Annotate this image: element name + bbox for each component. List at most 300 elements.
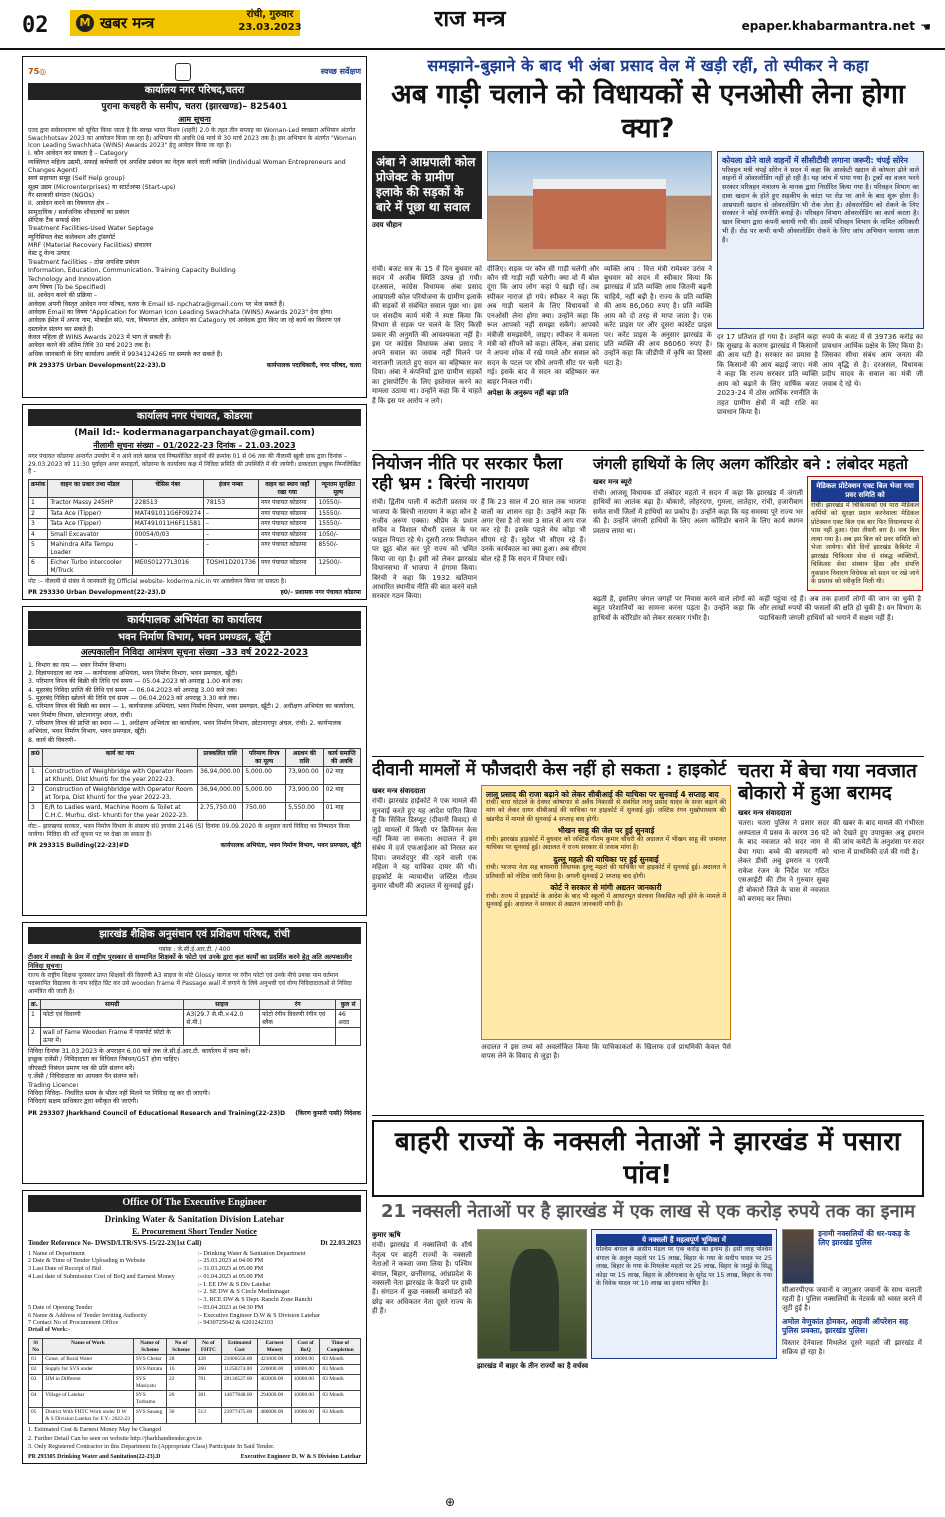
story-niyojan-body2: हैं कि 23 साल में 20 साल तक भाजपा वालों का शासन रहा है। उन्होंने कहा कि अगर ऐसा है तो सवा 3 साल से आप राज कर रहे हैं। इसके पहले मेघ कोड़ा भी सीएम रहे हैं। सुदेश भी सीएम रहे हैं। उनके कार्यकाल का क्या हुआ। अब सीएम बोल रहे हैं कि सदन में विचार रखें। [481,498,586,563]
table-header-cell: अग्रधन की राशि [286,749,324,767]
table-cell: Construction of Weighbridge with Operator Room at Torpa, Dist khunti for the year 2022-23. [42,785,197,803]
table-header-cell: कार्य समाप्ति की अवधि [323,749,360,767]
table-cell: 10000.00 [291,1407,320,1424]
story-amba-col5: रुपये के बजट में से 39736 करोड़ का प्रावधान आर्थिक प्रक्षेत्र के लिए किया है। जिसका सीधा संबंध आम जनता की आय वृद्धि से है। दरअसल, विधायक प्रदीप यादव के सवाल का मंत्री जी जवाब दे रहे थे। [822,332,923,388]
table-header-cell: No of FHTC [195,1338,221,1355]
story-naxal [372,1115,924,1415]
table-cell: 701 [195,1374,221,1391]
notice-koderma-heading: नीलामी सूचना संख्या – 01/2022-23 दिनांक – 21.03.2023 [93,440,296,450]
khunti-lines-item: 1. विभाग का नाम — भवन निर्माण विभाग। [28,661,127,669]
table-cell: Eicher Turbo intercooler M/Truck [48,558,132,576]
dwsd-field-value: :- 03.04.2023 at 04:30 PM [198,1303,264,1311]
dwsd-field-value: :- 25.03.2023 at 04.00 PM [198,1257,264,1265]
chatra-items-item: Information, Education, Communication, Training Capacity Building [28,267,236,275]
story-elephant-headline: जंगली हाथियों के लिए अलग कॉरिडोर बने : लंबोदर महतो [593,455,908,473]
table-row [29,529,361,540]
story-chatra-body2: की खबर के बाद मामले की गंभीरता को देखते हुए उपायुक्त अबु इमरान की जांच कमेटी के अनुशंसा पर सदर थाना में प्राथमिकी दर्ज की गयी है। [833,819,924,856]
table-cell: 750.00 [243,803,286,821]
table-cell: 23977475.00 [221,1407,257,1424]
table-cell: 01 माह [323,803,360,821]
table-cell: 260 [195,1365,221,1375]
table-row [29,1355,361,1365]
dwsd-field-label: 7 Contact No of Procurement Office [28,1319,119,1327]
table-cell: Tractor Massy 245HP [48,498,132,509]
story-amba [372,56,924,446]
table-header-cell: No of Scheme [167,1338,196,1355]
notice-chatra-address: पुराना कचहरी के समीप, चतरा (झारखण्ड)– 825401 [101,101,288,112]
notice-khunti-title: कार्यपालक अभियंता का कार्यालय [28,611,361,629]
dwsd-field-value: :- 01.04.2023 at 05.00 PM [198,1272,264,1280]
court-side-head4: कोर्ट ने सरकार से मांगी अद्यतन जानकारी [550,883,662,893]
table-cell: 294000.00 [258,1391,291,1408]
table-header-cell: चेसिस नंबर [132,480,203,498]
table-header-cell: कुल सं [336,999,361,1010]
notice-chatra-signature: कार्यपालक पदाधिकारी, नगर परिषद, चतरा [266,362,361,370]
chatra-items-item: Treatment Facilities-Used Water Septage [28,225,154,233]
notice-koderma-mail: (Mail Id:- kodermanagarpanchayat@gmail.com) [74,427,315,438]
story-court [372,761,732,1111]
jcert-terms-item: इच्छुक एजेंसी / निविदादाता का विधिवत निबंधन/GST होना चाहिए। [28,1056,180,1064]
story-naxal-byline: कुमार ऋषि [372,1230,401,1239]
notice-jcert-headline: टीआर में लकड़ी के फ्रेम में राष्ट्रीय पुरस्कार से सम्मानित शिक्षकों के फोटो एवं उनके द्वारा कृत कार्यों का प्रदर्शित करने हेतु अति अल्पकालीन निविदा सूचना। [28,953,352,970]
dwsd-field-label: 2 Date & Time of Tender Uploading in Website [28,1257,146,1265]
chatra-items-item: III. आवेदन करने की प्रक्रिया – [28,292,97,300]
dwsd-field-label: 6 Name & Address of Tender Inviting Authority [28,1311,147,1319]
story-amba-col1: रांची। बजट सत्र के 15 वें दिन बुधवार को सदन में अजीब स्थिति उत्पन्न हो गयी। दरअसल, कांग्रेस विधायक अंबा प्रसाद आम्रपाली कोल परियोजना के ग्रामीण इलाके की सड़कों से संबंधित सवाल पूछा था। इस पर संसदीय कार्य मंत्री ने स्पष्ट किया कि विभाग से सड़क पर चलने के लिए किसी प्रकार की अनुमति की आवश्यकता नहीं है। इस पर कांग्रेस विधायक अंबा प्रसाद ने अपने सवाल का जवाब नहीं मिलने पर नाराजगी जताते हुए सदन का बहिष्कार कर दिया। अंबा ने कंपनियों द्वारा ग्रामीण सड़कों का ट्रांसपोर्टिंग के लिए इस्तेमाल करने का मामला उठाया था। उन्होंने कहा कि वे चाहते हैं कि इस पर आरोप न लगे। [372,264,482,405]
table-header-cell: रंग [260,999,336,1010]
left-column-notices [22,56,367,1470]
notice-chatra-heading: आम सूचना [178,114,211,124]
notice-dwsd-ref: PR 293305 Drinking Water and Sanitation(22-23).D [28,1454,161,1461]
table-header-cell: Earnest Money [258,1338,291,1355]
table-cell: 03 Month [320,1391,361,1408]
dwsd-field-row [28,1319,361,1327]
notice-dwsd [22,1190,367,1464]
table-cell: – [204,508,259,519]
notice-dwsd-fields [28,1250,361,1328]
dwsd-field-value: :- Drinking Water & Sanitation Department [198,1249,306,1257]
table-row [29,785,361,803]
table-header-cell: क्रमांक [29,480,48,498]
table-cell: 01 [29,1355,43,1365]
pointer-icon: ☚ [920,20,931,34]
story-amba-byline: उदय चौहान [372,220,402,229]
court-side-body4: रांची। राज्य में हाइकोर्ट के आदेश के बाद भी स्कूलों में आधारभूत संरचना विकसित नहीं होने के मामले में सुनवाई हुई। अदालत ने सरकार से अद्यतन जानकारी मांगी है। [486,892,726,909]
table-header-cell: वाहन का स्थान जहाँ रखा गया [258,480,316,498]
table-cell: MAT491011G6F09274 [132,508,203,519]
medical-box-body: रांची। झारखंड में चिकित्सकों एवं पारा मेडिकल कर्मियों को सुरक्षा प्रदान करनेवाला मेडिकल प्रोटेक्शन एक्ट बिल एक बार फिर विधानसभा से पास नहीं हुआ। ऐसा तीसरी बार है। जब बिल लाया गया है। अब इस बिल को प्रवर समिति को भेजा जायेगा। बीते दिनों झारखंड कैबिनेट में झारखंड चिकित्सा सेवा से संबद्ध व्यक्तियों, चिकित्सा सेवा संस्थान हिंसा और संपत्ति नुकसान निवारण विधेयक को सदन पर रखे जाने के प्रस्ताव को स्वीकृति मिली थी। [811,501,919,585]
section-title: राज मन्त्र [434,7,506,32]
table-cell: नगर पंचायत कोडरमा [258,540,316,558]
dwsd-field-value: :- I. EE DW & S Div Latehar [198,1280,271,1288]
table-cell: Construction of Weighbridge with Operator Room at Khunti, Dist khunti for the year 2022-23. [42,767,197,785]
table-cell: E/R to Ladies ward, Machine Room & Toilet at C.H.C. Murhu, dist- khunti for the year 2022-23. [42,803,197,821]
table-header-row [29,1338,361,1355]
notice-khunti [22,606,367,916]
table-cell: 36,94,000.00 [198,767,243,785]
story-elephant-body3: कहीं पहुंचा रहे हैं। अब तक हजारों लोगों की जान जा चुकी है और लाखों रुपयों की फसलों की क्षति हो चुकी है। वन विभाग के पदाधिकारी जंगली हाथियों को भगाने में सक्षम नहीं हैं। [759,595,921,622]
dwsd-field-value: :- 31.03.2023 at 05.00 PM [198,1265,264,1272]
table-cell: 73,900.00 [286,767,324,785]
table-cell: 513 [195,1407,221,1424]
court-side-body: रांची। चारा घोटाले के देवघर कोषागार से अवैध निकासी से संबंधित लालू प्रसाद यादव के सजा बढ़ाने की मांग को लेकर दायर सीबीआई की याचिका पर हाइकोर्ट में सुनवाई हुई। जस्टिस रंगन मुखोपाध्याय की खंडपीठ में मामले की सुनवाई 4 सप्ताह बाद होगी। [486,798,726,823]
table-cell: 15550/- [316,508,361,519]
court-side-body2: रांची। झारखंड हाइकोर्ट में बुधवार को जस्टिस गौतम कुमार चौधरी की अदालत में भीखन साहू की जमानत याचिका पर सुनवाई हुई। अदालत ने राज्य सरकार से जवाब मांगा है। [486,835,726,852]
table-header-row [29,749,361,767]
coal-box-body: परिवहन मंत्री चंपई सोरेन ने सदन में कहा कि आरकेटी खदान से कोयला ढोने वाले वाहनों में ओवरलोडिंग नहीं हो रही है। यह जांच में पाया गया है। ट्रकों का वजन भरने सरकार परिवहन मंत्रालय के मानक द्वारा निर्धारित किया गया है। परिवहन विभाग का दावा खदान के होते हुए सड़कीय के कांटा पर रोड पर आने के बाद शुरू होता है। आम्रपाली खदान से ओवरलोडिंग भी रोक लेता है। ओवरलोडिंग को रोकने के लिए सरकार ने कोई रणनीति बनाई है। परिवहन विभाग ओवरलोडिंग का कार्य करता है। खान विभाग द्वारा कंपनी बनायी गयी थी। उसमें परिवहन विभाग के नामित अधिकारी भी हैं। रोड पर कभी कभी ओवरलोडिंग रोकने के लिए जांच अभियान चलाया जाता है। [722,165,919,244]
brand-name: खबर मन्त्र [100,13,155,32]
table-cell: 16 [167,1365,196,1375]
notice-koderma-title: कार्यालय नगर पंचायत, कोडरमा [28,409,361,426]
khunti-lines-item: 4. मुहरबंद निविदा प्राप्ति की तिथि एवं समय — 06.04.2023 को अपराह्न 3.00 बजे तक। [28,686,237,694]
table-cell: Tata Ace (Tipper) [48,519,132,530]
chatra-items-item: I. कौन आवेदन कर सकता है – Category [28,150,128,158]
story-amba-col2: दीजिए। सड़क पर कौन सी गाड़ी चलेगी और कौन सी गाड़ी नहीं चलेगी। क्या वो मैं बोल दूंगा कि आप लोग कहां पे खड़ी रहें। तब स्पीकर नाराज हो गये। स्पीकर ने कहा कि अब गाड़ी चलाने के लिए विधायकों से एनओसी लेना होगा क्या। उन्होंने कहा कि रूल आपको नहीं समझा सकेंगे। आपको मंत्रीजी समझायेंगे, जाइए। स्पीकर ने कमला मंत्री को सौंपने को कहा। लेकिन, अंबा प्रसाद ने अपना शोक में रखे गमले और सवाल को सदन के पटल पर सीधे अपनी सीट पर चली गई। इसके बाद वे सदन का बहिष्कार कर बाहर निकल गयीं। [487,264,599,386]
table-cell: 1 [29,1010,41,1028]
table-row [29,1365,361,1375]
story-niyojan-body1: रांची। द्वितीय पाली में कटौती प्रस्ताव पर भाजपा के बिरंची नारायण ने कहा कौन है राजीव अरुण एक्का। श्रीप्रेम के प्रधान सचिव व विशाल चौधरी दलाल के घर फाइल निपटा रहे थे। दूसरी तरफ नियोजन पर झूठ बोल कर पुरे राज्य को भ्रमित किया जा रहा है। इसी को लेकर झारखंड विधानसभा में भाजपा ने हंगामा किया। बिरंची ने कहा कि 1932 खतियान आधारित स्थानीय नीति की बात करने वाले सरकार गठन किया। [372,498,477,601]
jcert-terms-item: ए.जेंसी / निविदादाता का आयकर पैन संलग्न करें। [28,1073,139,1081]
chatra-items-item: Technology and Innovation [28,275,111,283]
notice-chatra-items [28,150,361,359]
story-amba-col2-tag: अपेक्षा के अनुरूप नहीं बढ़ा प्रति [487,389,569,398]
place-day: रांची, गुरुवार [246,9,294,20]
dateline [230,9,310,34]
table-cell: नगर पंचायत कोडरमा [258,519,316,530]
notice-khunti-lines [28,662,361,746]
story-amba-col4: दर 17 प्रतिशत हो गया है। उन्होंने कहा कि सुखाड़ के कारण झारखंड में किसानों की आय घटी है। सरकार का प्रयास है कि किसानों की आय बढ़ाई जाए। मंत्री ने कहा कि राज्य सरकार प्रति व्यक्ति आय को बढ़ाने के लिए वार्षिक बजट 2023-24 में ठोस आर्थिक रणनीति के तहत ग्रामीण क्षेत्रों में बड़ी राशि का प्रावधान किया है। [717,332,818,416]
table-cell: – [204,529,259,540]
story-amba-kicker: समझाने-बुझाने के बाद भी अंबा प्रसाद वेल में खड़ी रहीं, तो स्पीकर ने कहा [427,56,869,75]
table-cell [336,1028,361,1046]
table-header-cell: Estimated Cost [221,1338,257,1355]
table-cell: 11258274.00 [221,1365,257,1375]
table-cell: फोटो रंगीन विवरणी रंगीन एवं ब्लैक [260,1010,336,1028]
table-cell: नगर पंचायत कोडरमा [258,508,316,519]
story-elephant-body2: बढ़ती है, इसलिए जंगल जगहों पर निवास करने वाले लोगों को बहुत परेशानियों का सामना करना पड़ता है। उन्होंने कहा कि हाथियों के कॉरिडोर को लेकर सरकार गंभीर है। [593,595,755,622]
story-naxal-tag: झारखंड में बाहर के तीन राज्यों का है वर्चस्व [477,1361,588,1370]
chatra-items-item: स्वयं सहायता समूह (Self Help group) [28,175,125,183]
table-cell: 03 Month [320,1407,361,1424]
table-cell: MAT491011H6F11581 [132,519,203,530]
chatra-items-item: गैर सरकारी संगठन (NGOs) [28,191,95,199]
table-cell: ME0S01277L3016 [132,558,203,576]
chatra-items-item: आवेदक Email का विषय "Application for Woman Icon Leading Swachhata (WINS) Awards 2023" देना होगा। [28,308,333,316]
notice-jcert [22,922,367,1184]
right-column-news [372,56,924,1415]
table-cell: 03 Month [320,1355,361,1365]
story-chatra-headline: चतरा में बेचा गया नवजात बोकारो में हुआ बरामद [738,760,917,804]
medical-box-head: मेडिकल प्रोटेक्शन एक्ट बिल भेजा गया प्रवर समिति को [811,480,919,502]
table-cell: 2 [29,785,43,803]
table-cell: TOSHI1D201736 [204,558,259,576]
table-cell: SVS Sasang [133,1407,166,1424]
notice-khunti-signature: कार्यपालक अभियंता, भवन निर्माण विभाग, भवन प्रमण्डल, खूँटी [220,841,361,849]
table-cell: SVS Patratu [133,1365,166,1375]
table-cell: 14677848.00 [221,1391,257,1408]
chatra-items-item: सामुदायिक / सार्वजनिक शौचालयों का प्रबंधन [28,208,130,216]
story-niyojan-headline: नियोजन नीति पर सरकार फैला रही भ्रम : बिरंची नारायण [372,454,563,494]
story-chatra-body: चतरा। चतरा पुलिस ने प्रसार सदर अस्पताल में प्रसव के कारण 36 घंटे के बाद नवजात को सदर नाम से बेचा गया। बच्चे की बरामदगी को लेकर डीसी अबु इमरान व एसपी राकेश रंजन के निर्देश पर गठित एसआईटी की टीम ने गुरुवार सुबह ही बोकारो जिले के चास से नवजात को बरामद कर लिया। [738,819,829,903]
table-header-row [29,480,361,498]
dwsd-field-row [28,1304,361,1312]
table-cell: नगर पंचायत कोडरमा [258,529,316,540]
notice-jcert-ref: PR 293307 Jharkhand Council of Educational Research and Training(22-23)D [28,1109,286,1117]
story-court-body: रांची। झारखंड हाईकोर्ट ने एक मामले की सुनवाई करते हुए यह आदेश पारित किया है कि सिविल डिस्प्यूट (दीवानी विवाद) से जुड़े मामलों में किसी पर क्रिमिनल केस नहीं किया जा सकता। अदालत ने इस संबंध में दर्ज एफआईआर को निरस्त कर दिया। जमशेदपुर की रहने वाली एक महिला ने यह याचिका दायर की थी। हाइकोर्ट के न्यायाधीश जस्टिस गौतम कुमार चौधरी की अदालत में सुनवाई हुई। [372,797,477,891]
table-cell: 73,900.00 [286,785,324,803]
table-row [29,1407,361,1424]
jcert-terms-item: निविदा दिनांक 31.03.2023 के अपराहन 6.00 बजे तक जे.सी.ई.आर.टी. कार्यालय में जमा करें। [28,1048,251,1056]
naxal-right-body: सीआरपीएफ जवानों व जगुआर जवानों के साथ चलाती रहती है। पुलिस नक्सलियों के नेटवर्क को ध्वस्त करने में जुटी हुई है। [782,1285,922,1313]
table-cell: 6 [29,558,48,576]
medical-box [807,476,923,591]
table-cell [184,1028,260,1046]
dwsd-field-row [28,1281,361,1289]
table-cell: Village of Latehar [43,1391,134,1408]
table-header-cell: Time of Completion [320,1338,361,1355]
chatra-items-item: आवेदक अपनी विस्तृत आवेदन नगर परिषद, चतरा के Email Id- npchatra@gmail.com पर भेज सकते हैं। [28,300,285,308]
story-elephant [593,455,923,752]
table-cell: Supply for SVS under [43,1365,134,1375]
notice-dwsd-title: Office Of The Executive Engineer [28,1195,361,1212]
ig-portrait-photo [782,1229,814,1284]
dwsd-field-label: 3 Last Date of Receipt of Bid [28,1265,101,1272]
table-header-cell: Name of Scheme [133,1338,166,1355]
table-cell: फोटो एवं विवरणी [40,1010,183,1028]
khunti-lines-item: 3. परिमाण विपत्र की बिक्री की तिथि एवं समय — 05.04.2023 को अपराह्न 1.00 बजे तक। [28,678,243,686]
chatra-items-item: II. आवेदन करने का विषयगत क्षेत्र – [28,200,110,208]
notice-khunti-heading: अल्पकालीन निविदा आमंत्रण सूचना संख्या –33 वर्ष 2022-2023 [80,648,309,659]
table-cell: 30 [167,1407,196,1424]
jcert-terms-item: Trading Licence। [28,1081,79,1089]
notice-dwsd-heading: E. Procurement Short Tender Notice [132,1226,257,1236]
table-header-cell: परिमाण विपत्र का मूल्य [243,749,286,767]
koderma-table [28,479,361,576]
table-cell: नगर पंचायत कोडरमा [258,558,316,576]
table-cell: JJM in Different [43,1374,134,1391]
table-cell: 428 [195,1355,221,1365]
table-cell: 226000.00 [258,1365,291,1375]
table-cell: 03 Month [320,1365,361,1375]
chatra-items-item: MRF (Material Recovery Facilities) संचालन [28,242,152,250]
table-cell: 12500/- [316,558,361,576]
coal-box-head: कोयला ढोने वाले वाहनों में सीसीटीवी लगाना जरूरी: चंपई सोरेन [722,155,908,165]
notice-dwsd-notes [28,1426,361,1451]
table-header-cell: न्यूनतम सुरक्षित मूल्य [316,480,361,498]
notice-jcert-body: राज्य के राष्ट्रीय शिक्षक पुरस्कार प्राप्त शिक्षकों की विवरणी A3 साइज के मोटे Glossy कागज पर रंगीन फोटो एवं उनके नीचे उनका नाम वर्तमान पदस्थापित विद्यालय के नाम सहित प्रिंट कर उसे wooden frame में Passage wall में लगाने के लिये अनुभवी एवं योग्य निविदादाताओं से निविदा आमंत्रित की जाती है। [28,972,352,995]
table-cell: 4 [29,529,48,540]
table-cell: Const. of Rural Water [43,1355,134,1365]
notice-dwsd-subtitle: Drinking Water & Sanitation Division Latehar [104,1213,285,1224]
table-cell: A3(29.7 से.मी.×42.0 से.मी.) [184,1010,260,1028]
table-cell: District With FHTC Work under D W & S Division Latehar for F.Y.- 2022-23 [43,1407,134,1424]
table-cell: 05 [29,1407,43,1424]
table-cell: SVS Masiyatu [133,1374,166,1391]
table-cell: – [204,540,259,558]
issue-date: 23.03.2023 [238,21,302,33]
naxal-right-head: इनामी नक्सलियों की धर-पकड़ के लिए झारखंड पुलिस [818,1228,910,1247]
chatra-items-item: आवेदक ईमेल में अपना नाम, मोबाईल सं0, पता, विषयगत क्षेत्र, आवेदन का Category एवं आवेदक द्वारा किए जा रहे कार्य का विवरण एवं दस्तावेज संलग्न कर सकते हैं। [28,317,341,333]
table-row [29,1010,361,1028]
dwsd-field-row [28,1273,361,1281]
table-row [29,803,361,821]
table-cell: 15550/- [316,519,361,530]
table-cell: 20136527.00 [221,1374,257,1391]
dwsd-table [28,1338,361,1425]
table-cell: – [204,519,259,530]
notice-khunti-note: नोट:– झारखण्ड सरकार, भवन निर्माण विभाग के संकल्प सं0 ज्ञापांक 2146 (S) दिनांक 09.09.2020 के अनुसार कार्य निविदा का निष्पादन किया जायेगा। निविदा की शर्तें सूचना पट पर देखा जा सकता है। [28,823,350,838]
notice-chatra [22,56,367,398]
notice-chatra-title: कार्यालय नगर परिषद,चतरा [28,83,361,100]
notice-koderma [22,404,367,600]
table-header-cell: प्राक्कलित राशि [198,749,243,767]
table-header-cell: Cost of BoQ [291,1338,320,1355]
table-cell: wall of Fame Wooden Frame में पासपोर्ट फ़ोटो के ऊपर में। [40,1028,183,1046]
table-row [29,1391,361,1408]
dwsd-field-row [28,1257,361,1265]
notice-jcert-terms [28,1048,361,1107]
notice-chatra-ref: PR 293375 Urban Development(22-23).D [28,362,166,370]
azadi-logo-icon: 75◎ [28,67,47,76]
naxal-box [591,1229,777,1359]
notice-koderma-note: नोट :– नीलामी से संबंध में जानकारी हेतु Official website- koderma.nic.in पर अवलोकन किया जा सकता है। [28,578,287,586]
story-amba-callout: अंबा ने आम्रपाली कोल प्रोजेक्ट के ग्रामीण इलाके की सड़कों के बारे में पूछा था सवाल [372,151,482,219]
story-court-byline: खबर मन्त्र संवाददाता [372,786,426,795]
story-naxal-body: रांची। झारखंड में नक्सलियों के शीर्ष नेतृत्व पर बाहरी राज्यों के नक्सली नेताओं ने कब्जा जमा लिया है। पश्चिम बंगाल, बिहार, छत्तीसगढ़, आंध्रप्रदेश के नक्सली नेता झारखंड के कैडरों पर हावी हैं। संगठन में कुछ नक्सली कमांडरों को छोड़ कर अधिकतर नेता दूसरे राज्य के ही हैं। [372,1241,472,1316]
chatra-items-item: सूक्ष्म उद्यम (Microenterprises) या स्टार्टअप्स (Start-ups) [28,183,176,191]
dwsd-field-label: 5 Date of Opening Tender [28,1303,93,1311]
registration-mark-icon: ⊕ [445,1495,456,1509]
notice-jcert-signature: (किरण कुमारी पासी) निदेशक [295,1109,361,1117]
table-row [29,1374,361,1391]
notice-dwsd-ref-no: Tender Reference No- DWSD/LTR/SVS-15/22-23(1st Call) [28,1238,202,1247]
naxal-quote: अमोल वेणुकांत होमकर, आइजी ऑपरेशन सह पुलिस प्रवक्ता, झारखंड पुलिस। [782,1316,909,1336]
notice-koderma-body: नगर पंचायत कोडरमा अन्तर्गत उपयोग में न आने वाले खराब एवं निष्प्रयोजित वाहनों की क्रमांक 01 से 06 तक की नीलामी खुली डाक द्वारा दिनांक – 29.03.2023 को 11:30 पूर्वाहन अपर समाहर्ता, कोडरमा के कार्यालय कक्ष में निविदा समिति की उपस्थिति में की जायेगी। डाकदाता इच्छुक निम्नलिखित हैं – [28,452,361,476]
table-header-cell: क्र. [29,999,41,1010]
khunti-lines-item: 8. कार्य की विवरणी– [28,736,77,744]
story-naxal-sub: 21 नक्सली नेताओं पर है झारखंड में एक लाख से एक करोड़ रुपये तक का इनाम [380,1201,916,1222]
table-cell: 22 [167,1374,196,1391]
brand-logo-icon: M [76,14,94,32]
table-cell: नगर पंचायत कोडरमा [258,498,316,509]
court-side-head: लालू प्रसाद की राजा बढ़ाने को लेकर सीबीआई की याचिका पर सुनवाई 4 सप्ताह बाद [486,789,719,799]
table-cell: 1050/- [316,529,361,540]
dwsd-field-value: :- 3. RCE DW & S Dept. Ranchi Zone Ranchi [198,1296,313,1303]
table-cell: 5,550.00 [286,803,324,821]
khunti-lines-item: 7. परिमाण विपत्र की प्राप्ति का स्थान — 1. अधीक्षण अभियंता का कार्यालय, भवन निर्माण विभाग, छोटानागपुर अंचल, रांची। 2. कार्यपालक अभियंता, भवन निर्माण विभाग, भवन प्रमण्डल, खूँटी। [28,720,342,736]
table-cell: 228513 [132,498,203,509]
notice-dwsd-work-detail: Detail of Work:- [28,1327,70,1333]
jcert-terms-item: जीएसटी निबंधन प्रमाण पत्र की प्रति संलग्न करें। [28,1064,135,1072]
dwsd-field-row [28,1312,361,1320]
story-chatra-byline: खबर मन्त्र संवाददाता [738,808,792,817]
chatra-items-item: सेप्टिक टैंक सफाई सेवा [28,217,81,225]
chatra-items-item: व्यक्तिगत महिला उद्यमी, सफाई कर्मचारी एवं अपशिष्ट प्रबंधन का नेतृत्व करने वाली व्यक्ति (Individual Woman Entrepreneurs and Changes Agent) [28,158,346,174]
table-cell: 1 [29,767,43,785]
court-side-head3: दुल्लू महतो की याचिका पर हुई सुनवाई [553,854,659,864]
notice-khunti-ref: PR 293315 Building(22-23)#D [28,841,129,849]
chatra-items-item: अधिक जानकारी के लिए कार्यालय अवधि में 9934124265 पर सम्पर्क कर सकते हैं। [28,350,223,358]
chatra-items-item: म्युनिसिपल वेस्ट कलेक्शन और ट्रांसपोर्ट [28,233,116,241]
table-header-row [29,999,361,1010]
notice-koderma-ref: PR 293330 Urban Development(22-23).D [28,588,166,596]
table-cell: 5,000.00 [243,785,286,803]
court-side-box [481,785,731,1040]
story-niyojan [372,455,587,752]
table-cell: 5 [29,540,48,558]
table-row [29,1028,361,1046]
table-cell: 2,75,750.00 [198,803,243,821]
table-cell: 46 अदद [336,1010,361,1028]
chatra-items-item: केवल महिला ही WINS Awards 2023 में भाग ले सकती हैं। [28,334,172,342]
table-cell [260,1028,336,1046]
chatra-items-item: Treatment facilities – ठोस अपशिष्ट प्रबंधन [28,258,140,266]
table-row [29,558,361,576]
table-cell: 8550/- [316,540,361,558]
dwsd-field-row [28,1288,361,1296]
table-cell: 78153 [204,498,259,509]
table-cell: 02 माह [323,767,360,785]
table-cell: 21006556.00 [221,1355,257,1365]
table-cell: 02 माह [323,785,360,803]
table-header-cell: इंजन नम्बर [204,480,259,498]
table-cell: – [132,540,203,558]
table-header-cell: Name of Work [43,1338,134,1355]
chatra-items-item: अन्य विषय (To be Specified) [28,283,106,291]
table-cell: 04 [29,1391,43,1408]
jcert-table [28,999,361,1047]
table-cell: 28 [167,1355,196,1365]
table-cell: 10000.00 [291,1355,320,1365]
story-court-headline: दीवानी मामलों में फौजदारी केस नहीं हो सकता : हाइकोर्ट [372,760,727,780]
table-cell: 301 [195,1391,221,1408]
dwsd-field-row [28,1265,361,1273]
jcert-terms-item: निविदाएं सक्षम प्राधिकार द्वारा स्वीकृत की जाएंगी। [28,1098,139,1106]
notice-dwsd-signature: Executive Engineer D. W & S Division Latehar [240,1454,361,1461]
table-cell: 03 [29,1374,43,1391]
emblem-icon [175,63,191,81]
table-cell: 10550/- [316,498,361,509]
notice-jcert-title: झारखंड शैक्षिक अनुसंधान एवं प्रशिक्षण परिषद, रांची [28,927,361,944]
story-naxal-headline: बाहरी राज्यों के नक्सली नेताओं ने झारखंड में पसारा पांव! [372,1120,924,1197]
table-cell: 10000.00 [291,1365,320,1375]
khunti-table [28,748,361,821]
story-elephant-byline: खबर मन्त्र ब्यूरो [593,478,632,486]
table-cell: 03 Month [320,1374,361,1391]
khunti-lines-item: 5. मुहरबंद निविदा खोलने की तिथि एवं समय — 06.04.2023 को अपराह्न 3.30 बजे तक। [28,694,240,702]
chatra-items-item: वेस्ट टू वेल्थ उत्पाद [28,250,70,258]
table-row [29,540,361,558]
table-cell: 480000.00 [258,1407,291,1424]
table-cell: 3 [29,519,48,530]
table-header-cell: कार्य का नाम [42,749,197,767]
table-cell: 403000.00 [258,1374,291,1391]
table-cell: Small Excavator [48,529,132,540]
court-side-body3: रांची। भाजपा नेता सह बाघमारा विधायक दुल्लू महतो की याचिका पर हाइकोर्ट में सुनवाई हुई। अदालत ने प्रतिवादी को नोटिस जारी किया है। अगली सुनवाई 2 सप्ताह बाद होगी। [486,864,726,880]
table-cell: 02 [29,1365,43,1375]
table-cell: 00054/0/03 [132,529,203,540]
khunti-lines-item: 6. परिमाण विपत्र की बिक्री का स्थान — 1. कार्यपालक अभियंता, भवन निर्माण विभाग, भवन प्रमण्डल, खूँटी। 2. अधीक्षण अभियंता का कार्यालय, भवन निर्माण विभाग, छोटानागपुर अंचल, रांची। [28,703,356,719]
story-amba-headline: अब गाड़ी चलाने को विधायकों से एनओसी लेना होगा क्या? [391,79,905,144]
table-row [29,508,361,519]
epaper-link[interactable]: epaper.khabarmantra.net [741,19,915,33]
khunti-lines-item: 2. विज्ञापनदाता का नाम — कार्यपालक अभियंता, भवन निर्माण विभाग, भवन प्रमण्डल, खूँटी। [28,669,238,677]
table-cell: 10000.00 [291,1374,320,1391]
naxal-box-head: ये नक्सली हैं महत्वपूर्ण भूमिका में [596,1234,772,1247]
table-cell: 20 [167,1391,196,1408]
dwsd-field-label: 4 Last date of Submission Cost of BoQ and Earnest Money [28,1272,175,1280]
table-cell: Tata Ace (Tipper) [48,508,132,519]
